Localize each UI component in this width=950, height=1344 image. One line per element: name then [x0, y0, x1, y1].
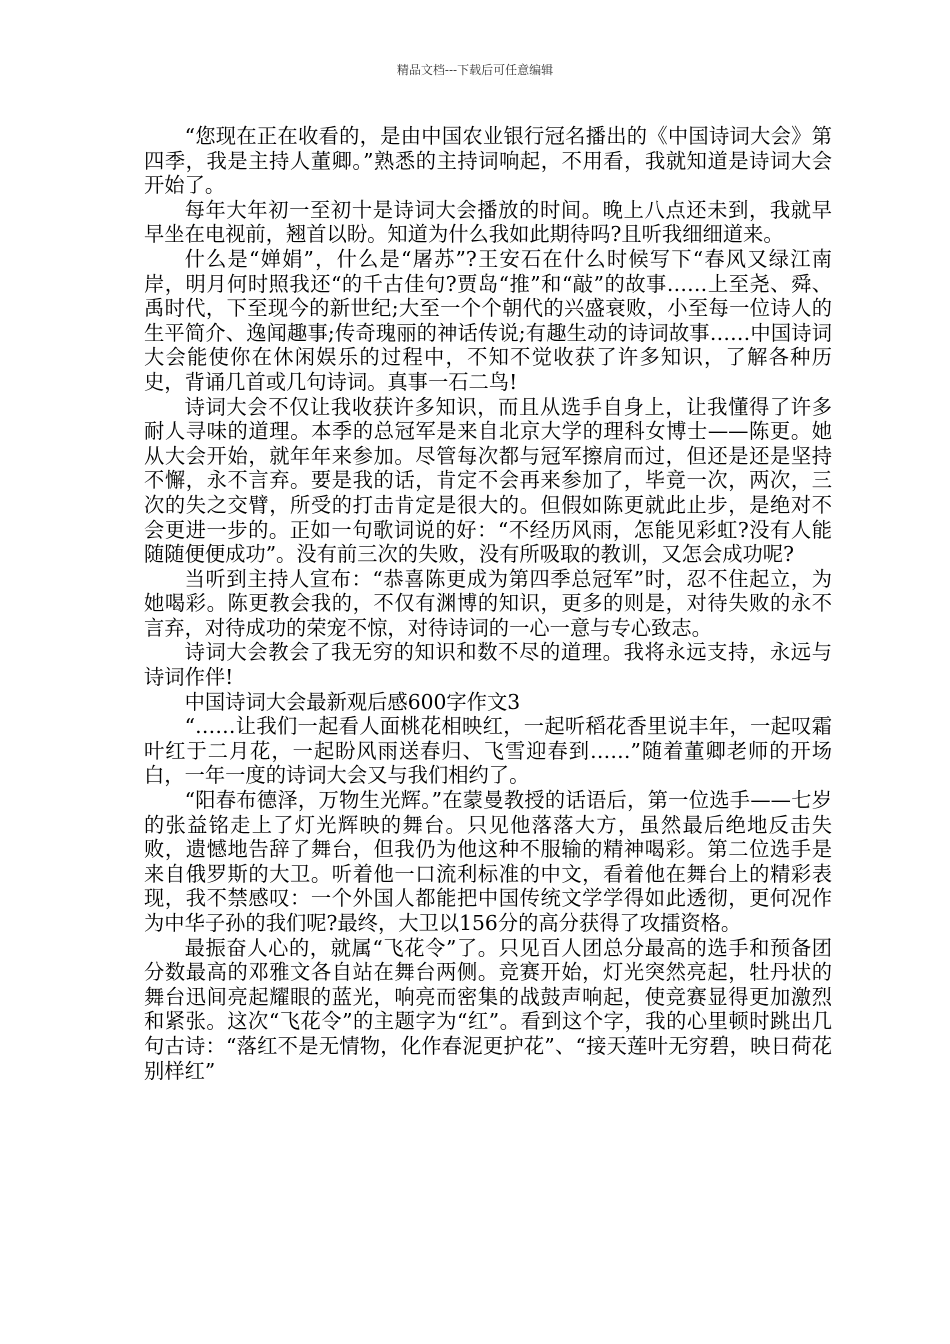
- paragraph-1: “您现在正在收看的，是由中国农业银行冠名播出的《中国诗词大会》第四季，我是主持人董卿。”熟悉的主持词响起，不用看，我就知道是诗词大会开始了。: [144, 124, 832, 198]
- paragraph-9: 最振奋人心的，就属“飞花令”了。只见百人团总分最高的选手和预备团分数最高的邓雅文各自站在舞台两侧。竞赛开始，灯光突然亮起，牡丹状的舞台迅间亮起耀眼的蓝光，响亮而密集的战鼓声响起，使竞赛显得更加激烈和紧张。这次“飞花令”的主题字为“红”。看到这个字，我的心里顿时跳出几句古诗：“落红不是无情物，化作春泥更护花”、“接天莲叶无穷碧，映日荷花别样红”: [144, 935, 832, 1083]
- paragraph-8: “阳春布德泽，万物生光辉。”在蒙曼教授的话语后，第一位选手——七岁的张益铭走上了灯光辉映的舞台。只见他落落大方，虽然最后绝地反击失败，遗憾地告辞了舞台，但我仍为他这种不服输的精神喝彩。第二位选手是来自俄罗斯的大卫。听着他一口流利标准的中文，看着他在舞台上的精彩表现，我不禁感叹：一个外国人都能把中国传统文学学得如此透彻，更何况作为中华子孙的我们呢?最终，大卫以156分的高分获得了攻擂资格。: [144, 788, 832, 935]
- paragraph-3: 什么是“婵娟”，什么是“屠苏”?王安石在什么时候写下“春风又绿江南岸，明月何时照我还“的千古佳句?贾岛“推”和“敲”的故事……上至尧、舜、禹时代，下至现今的新世纪;大至一个个朝代的兴盛衰败，小至每一位诗人的生平简介、逸闻趣事;传奇瑰丽的神话传说;有趣生动的诗词故事……中国诗词大会能使你在休闲娱乐的过程中，不知不觉收获了许多知识，了解各种历史，背诵几首或几句诗词。真事一石二鸟!: [144, 246, 832, 394]
- paragraph-6: 诗词大会教会了我无穷的知识和数不尽的道理。我将永远支持，永远与诗词作伴!: [144, 640, 832, 690]
- page-header: 精品文档---下载后可任意编辑: [396, 63, 554, 77]
- paragraph-2: 每年大年初一至初十是诗词大会播放的时间。晚上八点还未到，我就早早坐在电视前，翘首以盼。知道为什么我如此期待吗?且听我细细道来。: [144, 197, 832, 247]
- paragraph-7: “……让我们一起看人面桃花相映红，一起听稻花香里说丰年，一起叹霜叶红于二月花，一起盼风雨送春归、飞雪迎春到……”随着董卿老师的开场白，一年一度的诗词大会又与我们相约了。: [144, 714, 832, 788]
- section-heading: 中国诗词大会最新观后感600字作文3: [184, 689, 521, 714]
- article-body: [144, 124, 832, 1083]
- paragraph-4: 诗词大会不仅让我收获许多知识，而且从选手自身上，让我懂得了许多耐人寻味的道理。本季的总冠军是来自北京大学的理科女博士——陈更。她从大会开始，就年年来参加。尽管每次都与冠军擦肩而过，但还是还是坚持不懈，永不言弃。要是我的话，肯定不会再来参加了，毕竟一次，两次，三次的失之交臂，所受的打击肯定是很大的。但假如陈更就此止步，是绝对不会更进一步的。正如一句歌词说的好：“不经历风雨，怎能见彩虹?没有人能随随便便成功”。没有前三次的失败，没有所吸取的教训，又怎会成功呢?: [144, 394, 832, 567]
- paragraph-5: 当听到主持人宣布：“恭喜陈更成为第四季总冠军”时，忍不住起立，为她喝彩。陈更教会我的，不仅有渊博的知识，更多的则是，对待失败的永不言弃，对待成功的荣宠不惊，对待诗词的一心一意与专心致志。: [144, 566, 832, 640]
